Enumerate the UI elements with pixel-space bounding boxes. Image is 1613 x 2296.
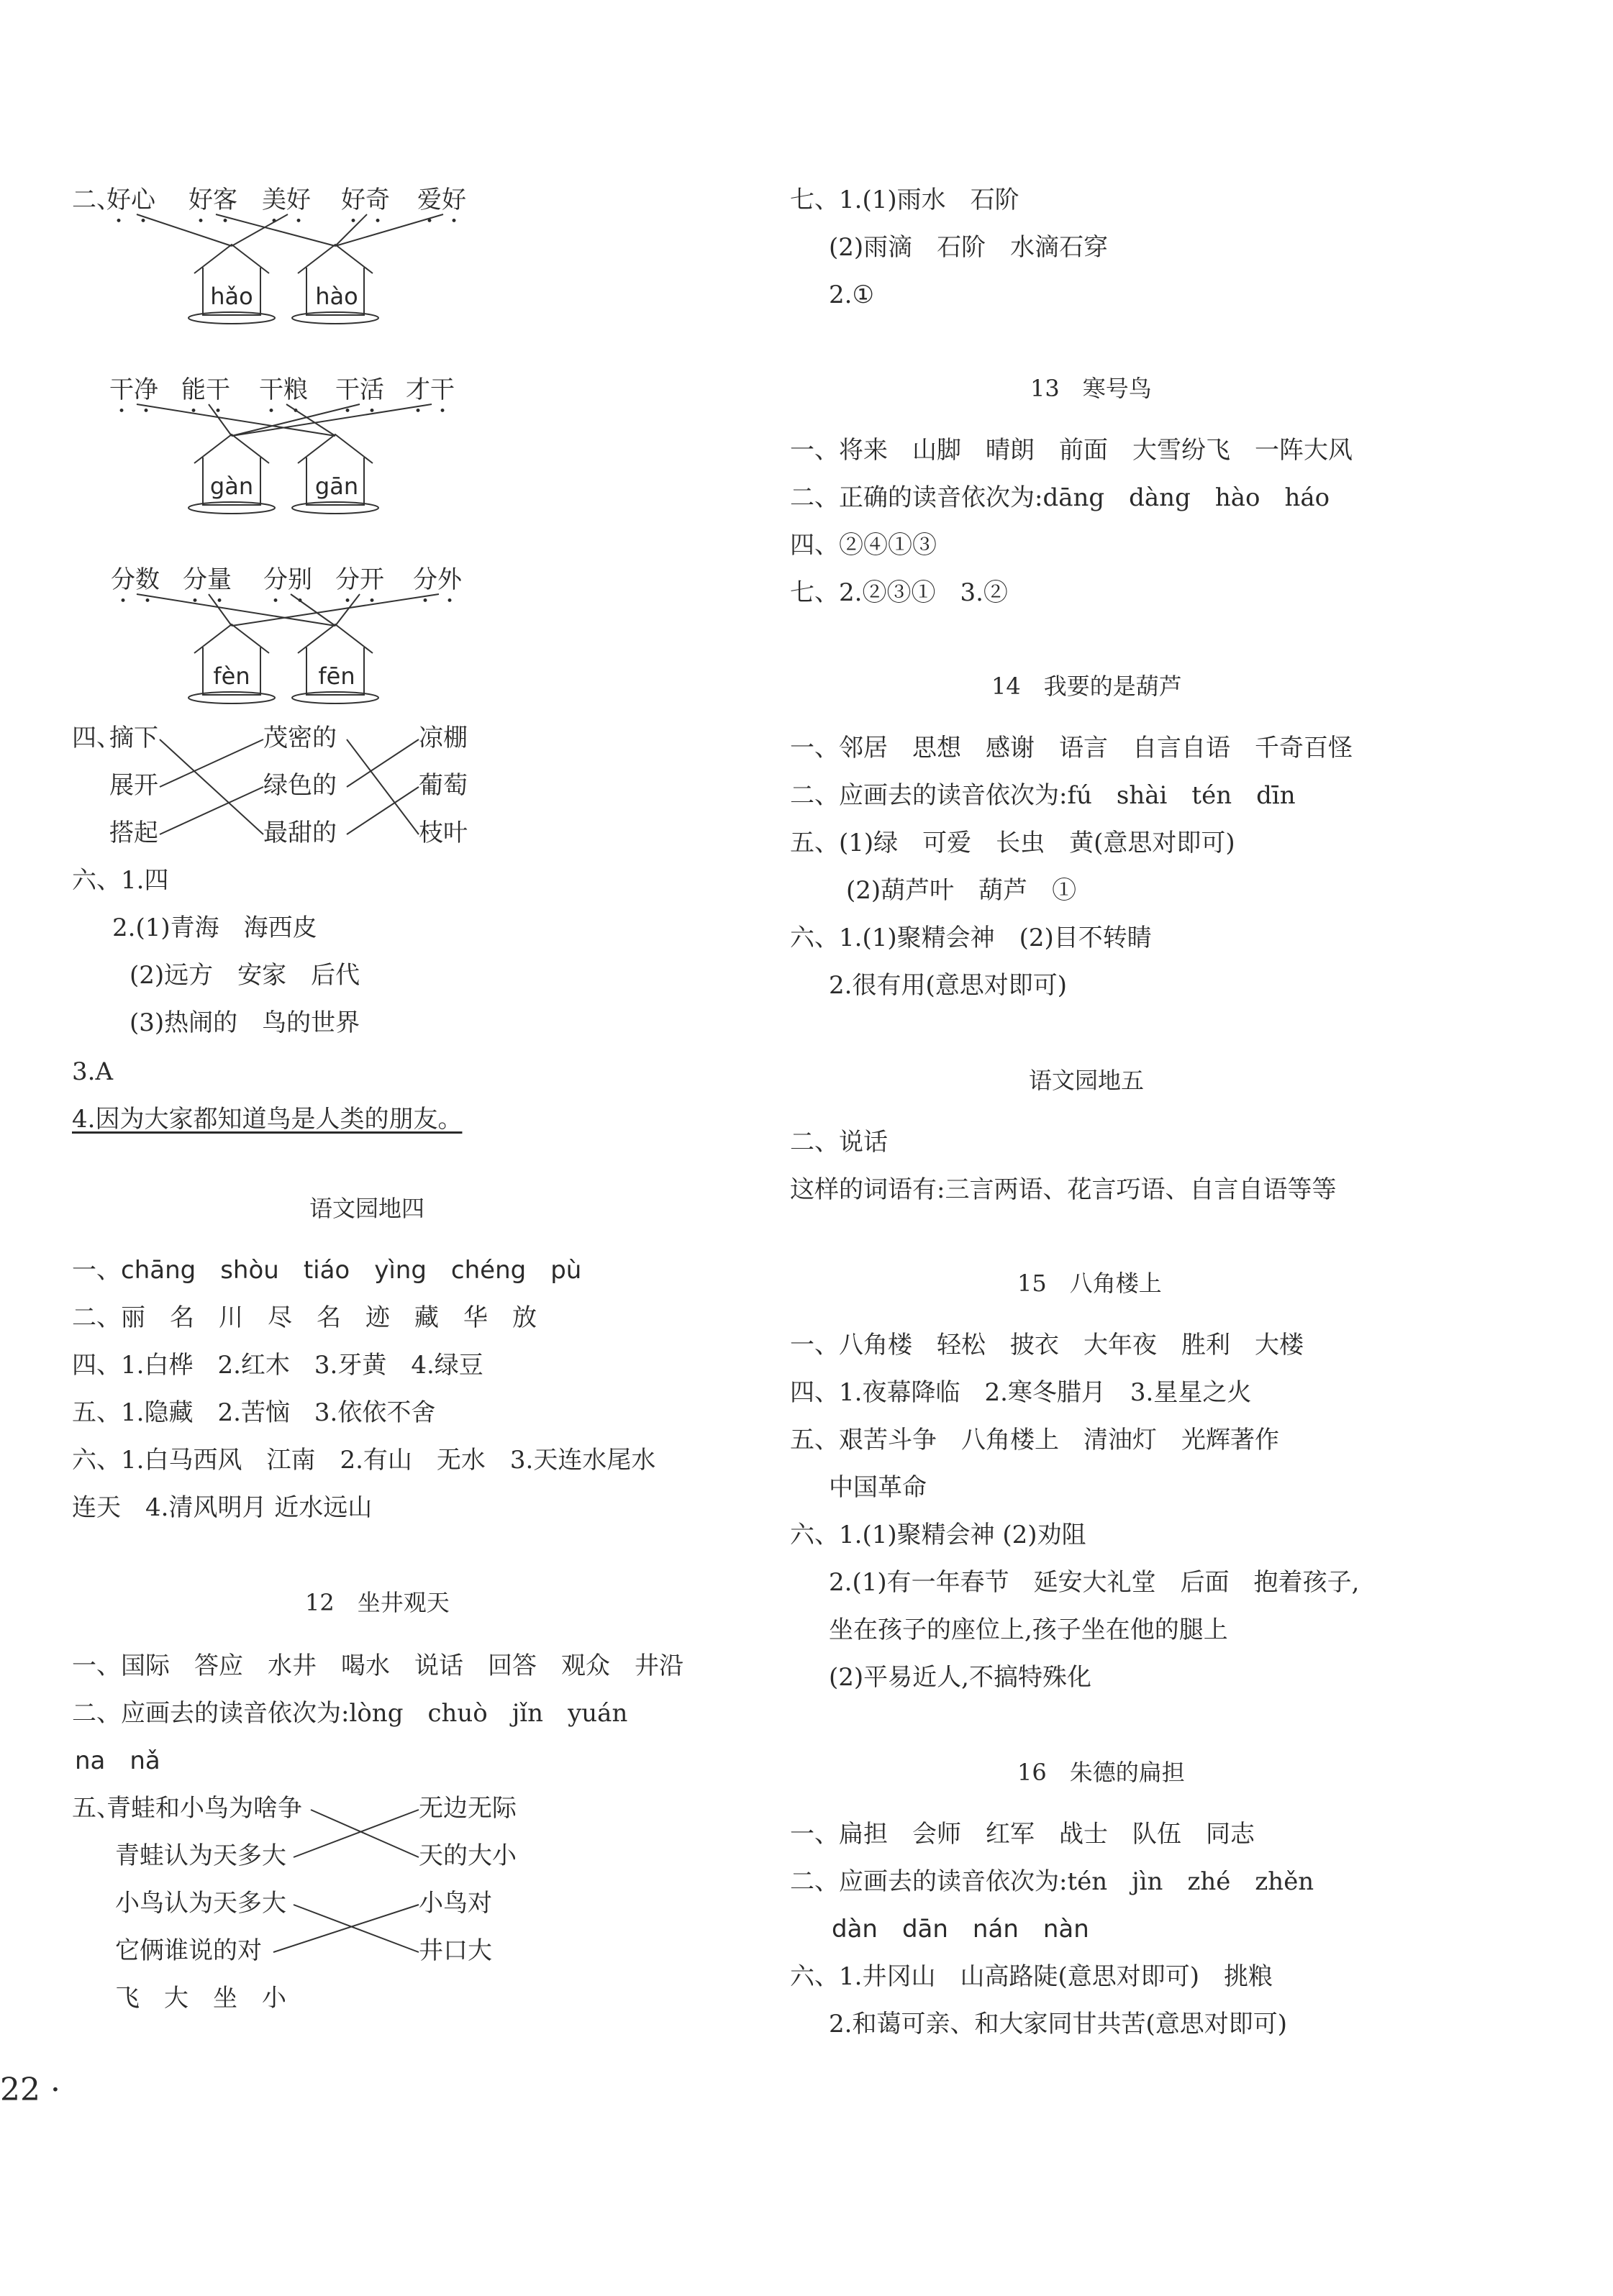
l15-4: 四、1.夜幕降临 2.寒冬腊月 3.星星之火 — [790, 1378, 1252, 1407]
y4-6b: 连天 4.清风明月 近水远山 — [72, 1493, 373, 1522]
s4-col1-2: 展开 — [109, 771, 158, 800]
l13-4: 四、②④①③ — [790, 531, 937, 560]
r-s7-1b: (2)雨滴 石阶 水滴石穿 — [829, 233, 1109, 262]
s6-4: 4.因为大家都知道鸟是人类的朋友。 — [72, 1105, 463, 1134]
s6-2a: 2.(1)青海 海西皮 — [112, 914, 317, 942]
s4-col3-3: 枝叶 — [419, 819, 468, 847]
fen-word-3: 分别 — [263, 565, 312, 594]
r-s7-1: 七、1.(1)雨水 石阶 — [790, 186, 1019, 214]
l12-5-bottom: 飞 大 坐 小 — [115, 1984, 286, 2013]
l15-1: 一、八角楼 轻松 披衣 大年夜 胜利 大楼 — [790, 1331, 1304, 1359]
l16-6a: 六、1.井冈山 山高路陡(意思对即可) 挑粮 — [790, 1962, 1273, 1991]
y4-1: 一、chāng shòu tiáo yìng chéng pù — [72, 1256, 582, 1285]
house-label-hao3: hǎo — [210, 283, 253, 310]
l13-2: 二、正确的读音依次为:dāng dàng hào háo — [790, 483, 1330, 512]
s4-col2-2: 绿色的 — [263, 771, 337, 800]
fen-word-4: 分开 — [335, 565, 384, 594]
fen-word-1: 分数 — [111, 565, 160, 594]
gan-word-2: 能干 — [181, 375, 230, 404]
heading-yuwen-5: 语文园地五 — [1029, 1067, 1145, 1094]
l15-6d: (2)平易近人,不搞特殊化 — [829, 1663, 1091, 1692]
house-label-fen4: fèn — [213, 662, 250, 690]
l14-2: 二、应画去的读音依次为:fú shài tén dīn — [790, 781, 1296, 810]
hao-word-5: 爱好 — [417, 186, 466, 214]
gan-word-4: 干活 — [335, 375, 384, 404]
section-4-prefix: 四、 — [72, 724, 121, 752]
s4-col1-1: 摘下 — [109, 724, 158, 752]
l15-6b: 2.(1)有一年春节 延安大礼堂 后面 抱着孩子, — [829, 1568, 1360, 1597]
fen-word-5: 分外 — [413, 565, 462, 594]
heading-lesson-13: 13 寒号鸟 — [1030, 375, 1152, 402]
s4-col1-3: 搭起 — [109, 819, 158, 847]
l13-1: 一、将来 山脚 晴朗 前面 大雪纷飞 一阵大风 — [790, 436, 1353, 465]
l12-5-left-2: 青蛙认为天多大 — [115, 1841, 286, 1870]
l15-5b: 中国革命 — [829, 1473, 927, 1502]
l12-5-right-2: 天的大小 — [419, 1841, 517, 1870]
l14-6b: 2.很有用(意思对即可) — [829, 971, 1067, 1000]
r-s7-2: 2.① — [829, 281, 874, 309]
s6-2b: (2)远方 安家 后代 — [130, 961, 360, 990]
hao-word-1: 好心 — [106, 186, 155, 214]
hao-word-2: 好客 — [188, 186, 237, 214]
gan-word-1: 干净 — [109, 375, 158, 404]
l14-5b: (2)葫芦叶 葫芦 ① — [846, 876, 1077, 905]
l12-2b: na nǎ — [75, 1746, 160, 1775]
house-label-fen1: fēn — [318, 662, 355, 690]
l12-5-right-1: 无边无际 — [419, 1794, 517, 1823]
l15-6c: 坐在孩子的座位上,孩子坐在他的腿上 — [829, 1616, 1228, 1644]
gan-word-3: 干粮 — [259, 375, 308, 404]
house-label-gan1: gān — [314, 473, 359, 500]
s4-col3-1: 凉棚 — [419, 724, 468, 752]
page-number: 22 · — [0, 2072, 60, 2108]
house-label-gan4: gàn — [209, 473, 254, 500]
house-icon — [292, 624, 378, 703]
s4-col2-1: 茂密的 — [263, 724, 337, 752]
y5-2b: 这样的词语有:三言两语、花言巧语、自言自语等等 — [790, 1175, 1337, 1204]
s6-2c: (3)热闹的 鸟的世界 — [130, 1008, 360, 1037]
gan-word-5: 才干 — [406, 375, 455, 404]
l14-6a: 六、1.(1)聚精会神 (2)目不转睛 — [790, 924, 1152, 952]
heading-yuwen-4: 语文园地四 — [309, 1195, 425, 1222]
house-icon — [188, 245, 275, 324]
l14-1: 一、邻居 思想 感谢 语言 自言自语 千奇百怪 — [790, 734, 1353, 762]
l16-2a: 二、应画去的读音依次为:tén jìn zhé zhěn — [790, 1867, 1314, 1896]
l16-2b: dàn dān nán nàn — [832, 1915, 1089, 1944]
house-icon — [292, 245, 378, 324]
l12-5-left-3: 小鸟认为天多大 — [115, 1889, 286, 1918]
hao-word-3: 美好 — [262, 186, 311, 214]
y4-6a: 六、1.白马西风 江南 2.有山 无水 3.天连水尾水 — [72, 1446, 656, 1475]
house-label-hao4: hào — [315, 283, 358, 310]
house-icon — [292, 434, 378, 514]
s6-1: 六、1.四 — [72, 866, 169, 895]
l16-1: 一、扁担 会师 红军 战士 队伍 同志 — [790, 1820, 1255, 1849]
hao-word-4: 好奇 — [341, 186, 390, 214]
s4-col2-3: 最甜的 — [263, 819, 337, 847]
heading-lesson-14: 14 我要的是葫芦 — [991, 673, 1182, 700]
l15-6a: 六、1.(1)聚精会神 (2)劝阻 — [790, 1521, 1086, 1549]
house-icon — [188, 624, 275, 703]
s6-3: 3.A — [72, 1057, 113, 1086]
y4-5: 五、1.隐藏 2.苦恼 3.依依不舍 — [72, 1398, 436, 1427]
house-icon — [188, 434, 275, 514]
l12-5-prefix: 五、 — [72, 1794, 121, 1823]
l16-6b: 2.和蔼可亲、和大家同甘共苦(意思对即可) — [829, 2010, 1287, 2038]
y4-2: 二、丽 名 川 尽 名 迹 藏 华 放 — [72, 1303, 537, 1332]
fen-word-2: 分量 — [183, 565, 232, 594]
l12-5-left-4: 它俩谁说的对 — [115, 1936, 262, 1965]
l12-1: 一、国际 答应 水井 喝水 说话 回答 观众 井沿 — [72, 1652, 683, 1680]
l12-5-right-3: 小鸟对 — [419, 1889, 492, 1918]
section-2-label: 二、 — [72, 186, 121, 214]
y5-2: 二、说话 — [790, 1128, 888, 1157]
l12-2a: 二、应画去的读音依次为:lòng chuò jǐn yuán — [72, 1699, 628, 1728]
s4-col3-2: 葡萄 — [419, 771, 468, 800]
y4-4: 四、1.白桦 2.红木 3.牙黄 4.绿豆 — [72, 1351, 483, 1380]
heading-lesson-12: 12 坐井观天 — [305, 1589, 450, 1616]
heading-lesson-15: 15 八角楼上 — [1017, 1270, 1162, 1297]
l13-7: 七、2.②③① 3.② — [790, 578, 1008, 607]
l14-5a: 五、(1)绿 可爱 长虫 黄(意思对即可) — [790, 829, 1235, 857]
heading-lesson-16: 16 朱德的扁担 — [1017, 1759, 1185, 1786]
l12-5-right-4: 井口大 — [419, 1936, 492, 1965]
l12-5-left-1: 青蛙和小鸟为啥争 — [106, 1794, 302, 1823]
l15-5a: 五、艰苦斗争 八角楼上 清油灯 光辉著作 — [790, 1426, 1279, 1454]
